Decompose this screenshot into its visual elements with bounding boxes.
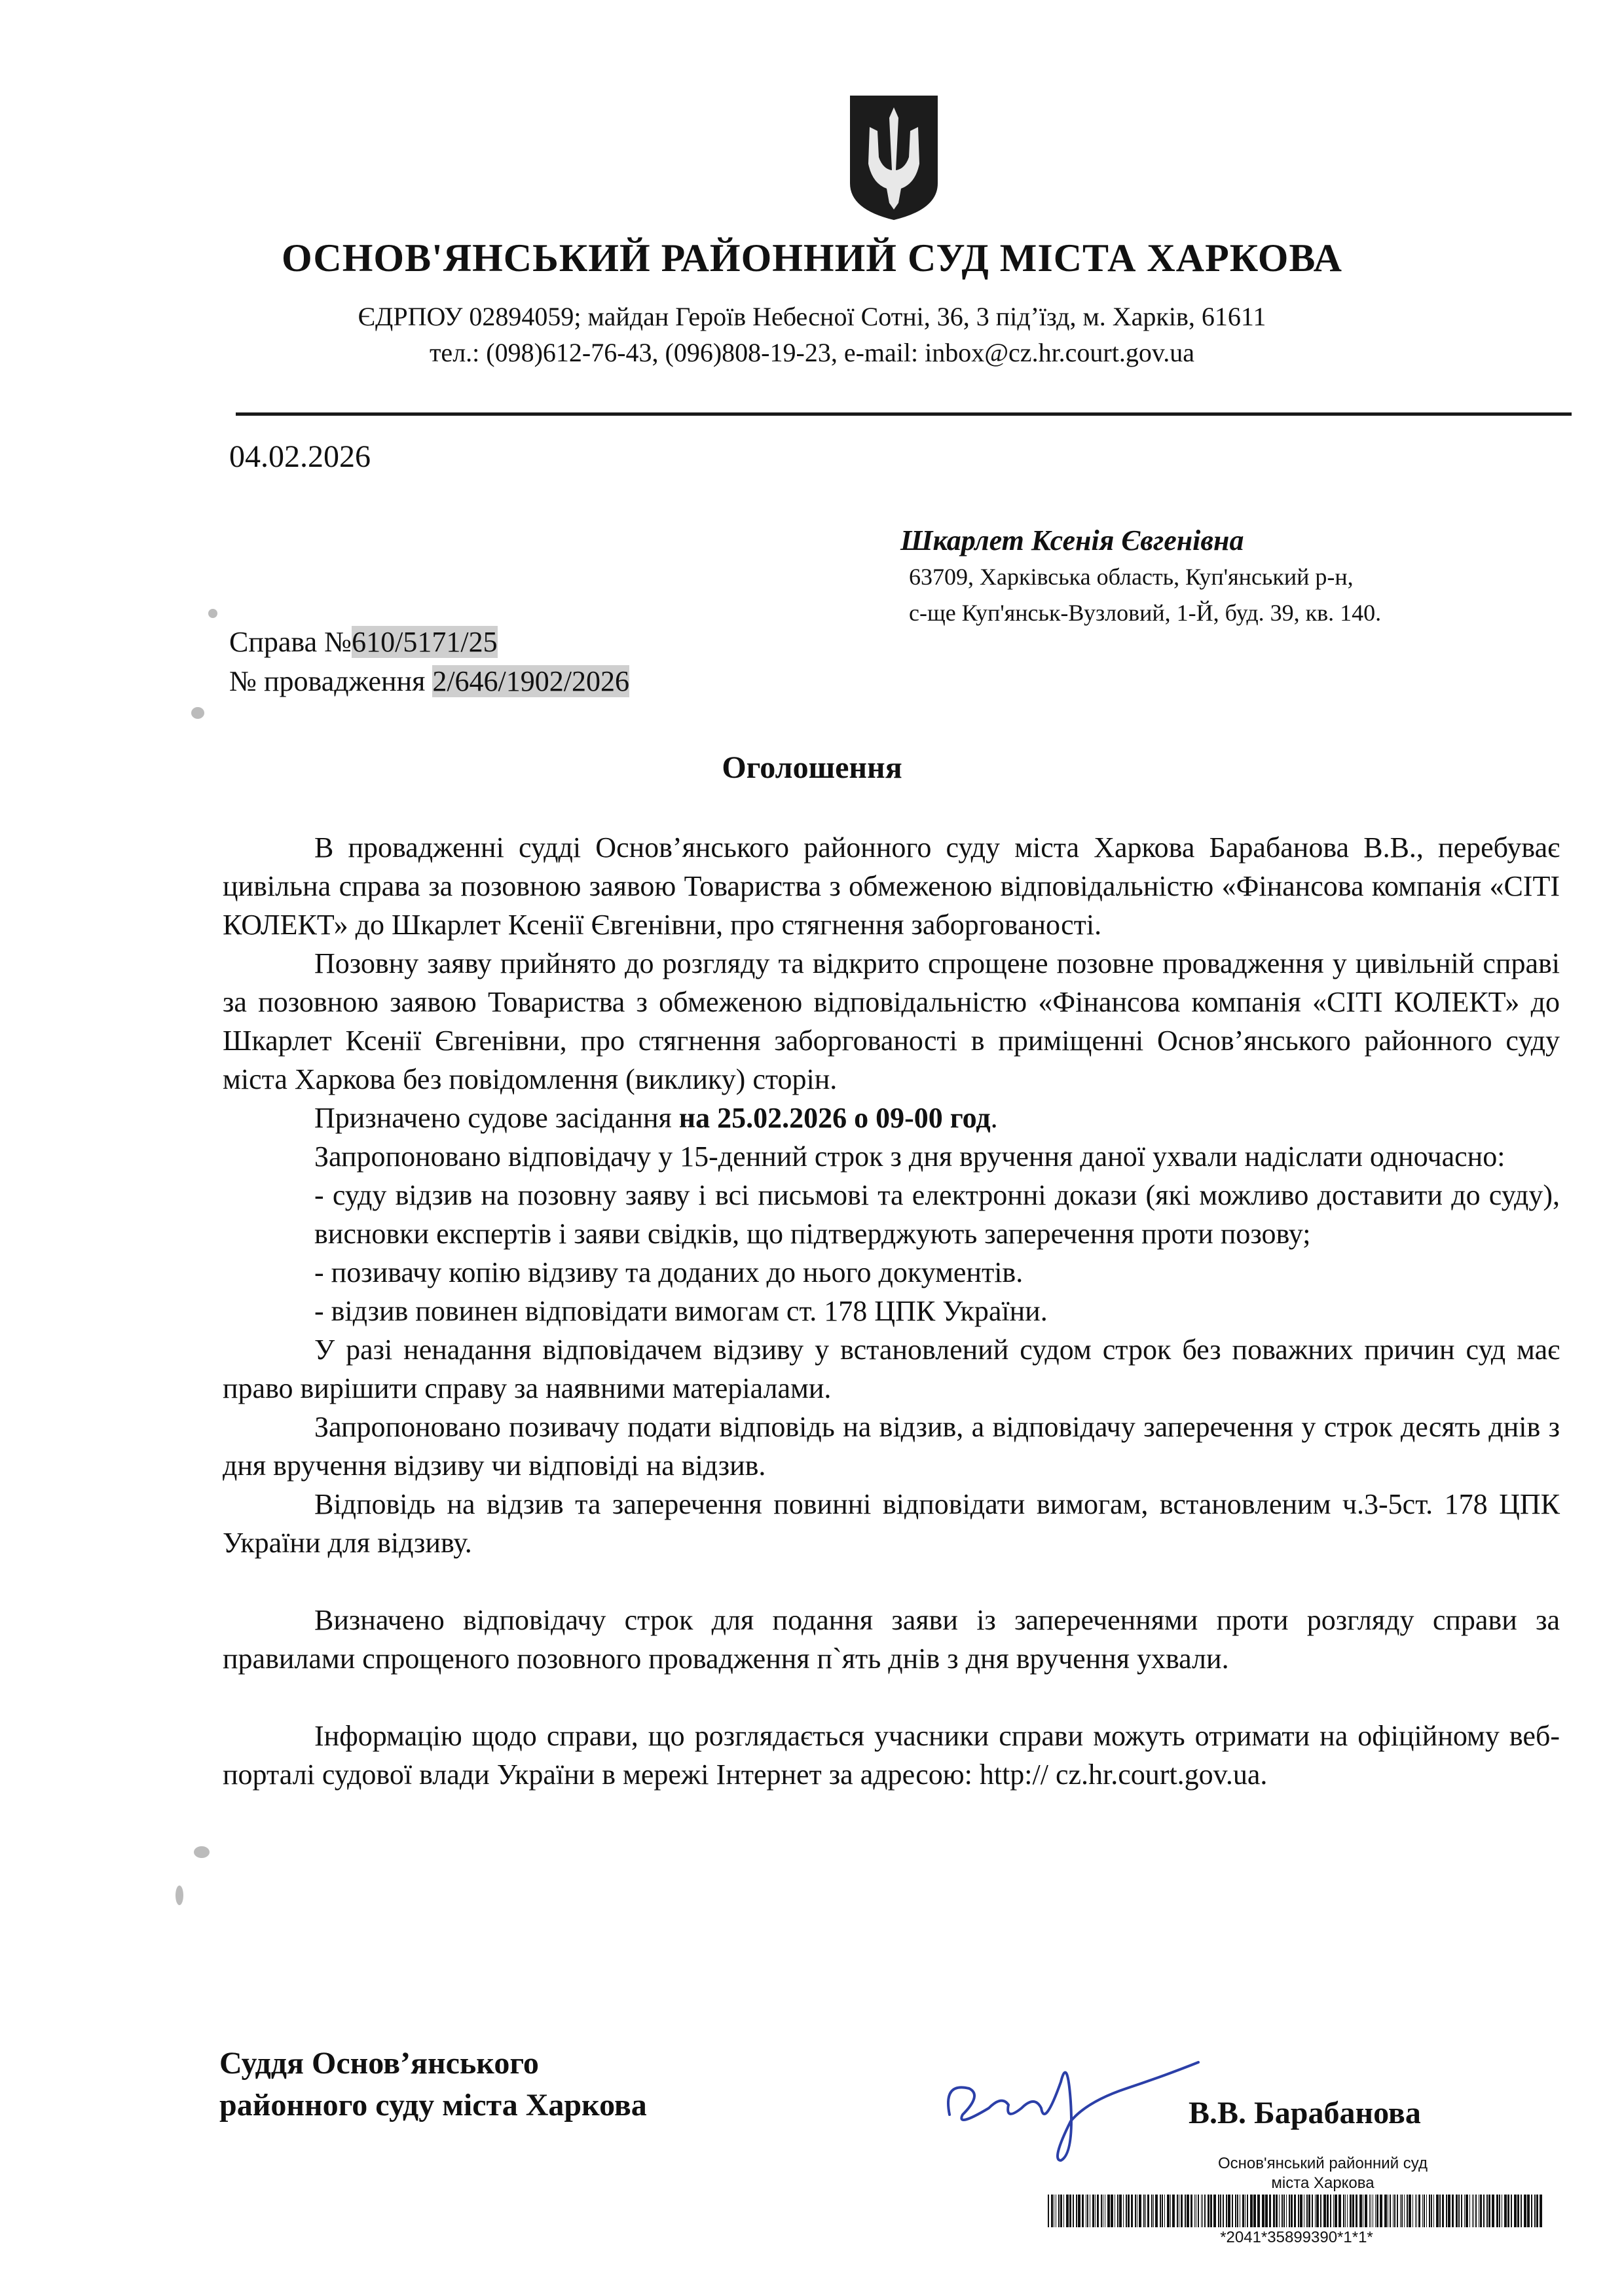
ukraine-coat-of-arms-icon [846, 92, 942, 223]
case-number: 610/5171/25 [352, 626, 498, 658]
barcode-bar [1496, 2195, 1498, 2227]
barcode-bar [1298, 2195, 1299, 2227]
barcode-bar [1333, 2195, 1334, 2227]
barcode-bar [1177, 2195, 1178, 2227]
barcode-bar [1289, 2195, 1290, 2227]
barcode-bar [1492, 2195, 1494, 2227]
spacer [223, 1678, 1560, 1717]
paragraph-7: Відповідь на відзив та заперечення повинні відповідати вимогам, встановленим ч.3-5ст. 178 ЦПК України для відзиву. [223, 1488, 1560, 1559]
barcode-bar [1101, 2195, 1102, 2227]
barcode-bar [1202, 2195, 1203, 2227]
barcode-bar [1350, 2195, 1352, 2227]
barcode-bar [1446, 2195, 1447, 2227]
barcode-bar [1316, 2195, 1319, 2227]
barcode-bar [1347, 2195, 1348, 2227]
case-label: Справа № [229, 626, 352, 658]
barcode-bar [1294, 2195, 1296, 2227]
barcode-bar [1123, 2195, 1124, 2227]
barcode-bar [1201, 2195, 1202, 2227]
barcode-bar [1436, 2195, 1439, 2227]
barcode-bar [1534, 2195, 1536, 2227]
judge-title-line1: Суддя Основ’янського [219, 2046, 539, 2081]
barcode-bar [1151, 2195, 1153, 2227]
barcode-bar [1282, 2195, 1283, 2227]
judge-title [219, 2043, 647, 2126]
barcode-bar [1536, 2195, 1538, 2227]
barcode-bar [1469, 2195, 1470, 2227]
barcode-bar [1507, 2195, 1509, 2227]
barcode-bar [1291, 2195, 1293, 2227]
barcode-bar [1194, 2195, 1195, 2227]
barcode-bar [1107, 2195, 1110, 2227]
barcode-bar [1384, 2195, 1387, 2227]
barcode-bar [1375, 2195, 1376, 2227]
barcode-bar [1300, 2195, 1302, 2227]
barcode-bar [1048, 2195, 1049, 2227]
barcode-bar [1218, 2195, 1219, 2227]
barcode-bar [1365, 2195, 1367, 2227]
scan-speck [194, 1846, 210, 1858]
barcode-code: *2041*35899390*1*1* [1220, 2229, 1373, 2246]
barcode-bar [1315, 2195, 1316, 2227]
scan-speck [208, 609, 217, 618]
barcode-bar [1210, 2195, 1212, 2227]
barcode-bar [1521, 2195, 1522, 2227]
paragraph-hearing [223, 1099, 1560, 1137]
barcode-bar [1335, 2195, 1337, 2227]
barcode-bar [1424, 2195, 1425, 2227]
barcode-bar [1407, 2195, 1408, 2227]
barcode-bar [1517, 2195, 1519, 2227]
barcode-bar [1078, 2195, 1080, 2227]
paragraph-2: Позовну заяву прийнято до розгляду та відкрито спрощене позовне провадження у цивільній справі за позовною заявою Товариства з обмеженою відповідальністю «Фінансова компанія «СІТІ КОЛЕКТ» до Шкарлет Ксенії Євгенівни, про стягнення заборгованості в приміщенні Основ’янського районного суду міста Харкова без повідомлення (виклику) сторін. [223, 947, 1560, 1095]
barcode-bar [1308, 2195, 1310, 2227]
paragraph-4: Запропоновано відповідачу у 15-денний строк з дня вручення даної ухвали надіслати одночасно: [314, 1140, 1505, 1173]
barcode-bar [1433, 2195, 1434, 2227]
addressee-address-line1: 63709, Харківська область, Куп'янський р-н, [909, 564, 1354, 590]
barcode-bar [1439, 2195, 1441, 2227]
barcode-bar [1352, 2195, 1354, 2227]
barcode-bar [1527, 2195, 1530, 2227]
barcode-bar [1276, 2195, 1278, 2227]
scan-speck [191, 707, 204, 719]
barcode-bar [1456, 2195, 1458, 2227]
barcode-bar [1257, 2195, 1260, 2227]
barcode-bar [1356, 2195, 1357, 2227]
barcode-bar [1488, 2195, 1490, 2227]
barcode-bar [1135, 2195, 1136, 2227]
barcode-bar [1330, 2195, 1331, 2227]
barcode-bar [1338, 2195, 1341, 2227]
barcode-bar [1066, 2195, 1069, 2227]
barcode-bar [1242, 2195, 1244, 2227]
barcode-bar [1172, 2195, 1175, 2227]
barcode-bar [1051, 2195, 1053, 2227]
barcode-bar [1228, 2195, 1230, 2227]
addressee-name: Шкарлет Ксенія Євгенівна [900, 524, 1244, 556]
barcode-bar [1418, 2195, 1420, 2227]
barcode-bar [1401, 2195, 1403, 2227]
barcode-bar [1235, 2195, 1236, 2227]
barcode-bar [1097, 2195, 1099, 2227]
court-contact-phone-email: тел.: (098)612-76-43, (096)808-19-23, e-mail: inbox@cz.hr.court.gov.ua [429, 338, 1195, 367]
announcement-body [223, 828, 1560, 1794]
barcode-bar [1394, 2195, 1395, 2227]
announcement-title: Оголошення [722, 750, 902, 785]
stamp-line2: міста Харкова [1271, 2174, 1375, 2192]
barcode-bar [1409, 2195, 1411, 2227]
barcode-bar [1131, 2195, 1133, 2227]
barcode-bar [1458, 2195, 1460, 2227]
judge-title-line2: районного суду міста Харкова [219, 2088, 647, 2123]
barcode-bar [1145, 2195, 1146, 2227]
barcode-bar [1155, 2195, 1158, 2227]
barcode-bar [1320, 2195, 1321, 2227]
barcode-bar [1117, 2195, 1118, 2227]
barcode-bar [1343, 2195, 1344, 2227]
barcode-bar [1369, 2195, 1370, 2227]
barcode-bar [1162, 2195, 1163, 2227]
proceeding-label: № провадження [229, 665, 433, 697]
barcode-bar [1187, 2195, 1189, 2227]
barcode-bar [1442, 2195, 1444, 2227]
barcode-bar [1380, 2195, 1382, 2227]
barcode-bar [1524, 2195, 1526, 2227]
barcode-bar [1143, 2195, 1145, 2227]
barcode [1048, 2195, 1545, 2227]
barcode-bar [1323, 2195, 1326, 2227]
barcode-bar [1514, 2195, 1517, 2227]
barcode-bar [1486, 2195, 1488, 2227]
barcode-bar [1126, 2195, 1127, 2227]
scan-speck [175, 1886, 183, 1905]
barcode-bar [1185, 2195, 1186, 2227]
header-divider [236, 412, 1572, 416]
barcode-bar [1111, 2195, 1113, 2227]
court-name: ОСНОВ'ЯНСЬКИЙ РАЙОННИЙ СУД МІСТА ХАРКОВА [282, 236, 1342, 280]
barcode-bar [1283, 2195, 1285, 2227]
hearing-suffix: . [990, 1102, 998, 1134]
hearing-date: на 25.02.2026 о 09-00 год [678, 1102, 991, 1134]
barcode-bar [1232, 2195, 1233, 2227]
barcode-bar [1092, 2195, 1094, 2227]
barcode-bar [1160, 2195, 1161, 2227]
barcode-bar [1058, 2195, 1060, 2227]
barcode-bar [1226, 2195, 1227, 2227]
addressee-address-line2: с-ще Куп'янськ-Вузловий, 1-Й, буд. 39, кв. 140. [909, 600, 1382, 626]
barcode-bar [1426, 2195, 1427, 2227]
barcode-bar [1119, 2195, 1122, 2227]
barcode-bar [1431, 2195, 1432, 2227]
barcode-bar [1063, 2195, 1064, 2227]
court-contact-address: ЄДРПОУ 02894059; майдан Героїв Небесної Сотні, 36, 3 під’їзд, м. Харків, 61611 [358, 302, 1266, 331]
barcode-bar [1464, 2195, 1465, 2227]
barcode-bar [1422, 2195, 1423, 2227]
barcode-bar [1181, 2195, 1183, 2227]
barcode-bar [1390, 2195, 1391, 2227]
barcode-bar [1128, 2195, 1130, 2227]
barcode-bar [1306, 2195, 1308, 2227]
barcode-bar [1245, 2195, 1246, 2227]
court-stamp [1172, 2154, 1473, 2193]
barcode-bar [1475, 2195, 1477, 2227]
barcode-bar [1359, 2195, 1362, 2227]
barcode-bar [1076, 2195, 1077, 2227]
judge-name: В.В. Барабанова [1189, 2096, 1421, 2130]
barcode-bar [1327, 2195, 1329, 2227]
barcode-bar [1412, 2195, 1413, 2227]
barcode-bar [1416, 2195, 1417, 2227]
barcode-bar [1247, 2195, 1248, 2227]
barcode-bar [1286, 2195, 1287, 2227]
barcode-bar [1139, 2195, 1141, 2227]
requirements-list [223, 1176, 1560, 1330]
barcode-bar [1220, 2195, 1221, 2227]
paragraph-5: У разі ненадання відповідачем відзиву у встановлений судом строк без поважних причин суд має право вирішити справу за наявними матеріалами. [223, 1334, 1560, 1404]
barcode-bar [1279, 2195, 1280, 2227]
list-item: - позивачу копію відзиву та доданих до нього документів. [314, 1256, 1024, 1288]
barcode-bar [1466, 2195, 1468, 2227]
barcode-bar [1223, 2195, 1224, 2227]
proceeding-number-line [229, 665, 629, 698]
barcode-bar [1060, 2195, 1062, 2227]
paragraph-8: Визначено відповідачу строк для подання заяви із запереченнями проти розгляду справи за правилами спрощеного позовного провадження п`ять днів з дня вручення ухвали. [223, 1604, 1560, 1675]
barcode-bar [1190, 2195, 1192, 2227]
paragraph-6: Запропоновано позивачу подати відповідь на відзив, а відповідачу заперечення у строк десять днів з дня вручення відзиву чи відповіді на відзив. [223, 1411, 1560, 1482]
barcode-bar [1511, 2195, 1512, 2227]
barcode-bar [1376, 2195, 1378, 2227]
barcode-bar [1204, 2195, 1206, 2227]
barcode-bar [1531, 2195, 1532, 2227]
barcode-bar [1087, 2195, 1088, 2227]
barcode-bar [1483, 2195, 1485, 2227]
proceeding-number: 2/646/1902/2026 [432, 665, 630, 697]
barcode-bar [1147, 2195, 1149, 2227]
list-item: - суду відзив на позовну заяву і всі письмові та електронні докази (які можливо доставити до суду), висновки експертів і заяви свідків, що підтверджують заперечення проти позову; [314, 1179, 1560, 1250]
barcode-bar [1400, 2195, 1401, 2227]
barcode-bar [1345, 2195, 1346, 2227]
barcode-bar [1404, 2195, 1405, 2227]
barcode-bar [1499, 2195, 1500, 2227]
barcode-bar [1269, 2195, 1271, 2227]
barcode-bar [1473, 2195, 1474, 2227]
case-number-line [229, 625, 498, 659]
paragraph-9: Інформацію щодо справи, що розглядається учасники справи можуть отримати на офіційному веб-порталі судової влади України в мережі Інтернет за адресою: http:// cz.hr.court.gov.ua. [223, 1720, 1560, 1791]
barcode-bar [1213, 2195, 1216, 2227]
barcode-bar [1312, 2195, 1313, 2227]
barcode-bar [1095, 2195, 1096, 2227]
barcode-bar [1237, 2195, 1238, 2227]
barcode-bar [1273, 2195, 1275, 2227]
barcode-bar [1452, 2195, 1454, 2227]
barcode-bar [1472, 2195, 1473, 2227]
barcode-bar [1208, 2195, 1209, 2227]
barcode-bar [1250, 2195, 1253, 2227]
barcode-bar [1429, 2195, 1430, 2227]
barcode-bar [1164, 2195, 1165, 2227]
spacer [223, 1562, 1560, 1601]
barcode-bar [1170, 2195, 1171, 2227]
barcode-bar [1069, 2195, 1071, 2227]
document-date: 04.02.2026 [229, 439, 371, 474]
stamp-line1: Основ'янський районний суд [1218, 2155, 1428, 2172]
barcode-bar [1262, 2195, 1264, 2227]
barcode-bar [1480, 2195, 1482, 2227]
paragraph-1: В провадженні судді Основ’янського районного суду міста Харкова Барабанова В.В., перебуває цивільна справа за позовною заявою Товариства з обмеженою відповідальністю «Фінансова компанія «СІТІ КОЛЕКТ» до Шкарлет Ксенії Євгенівни, про стягнення заборгованості. [223, 831, 1560, 941]
barcode-bar [1253, 2195, 1256, 2227]
barcode-bar [1415, 2195, 1416, 2227]
barcode-bar [1082, 2195, 1084, 2227]
handwritten-signature [930, 2043, 1205, 2167]
list-item: - відзив повинен відповідати вимогам ст. 178 ЦПК України. [314, 1295, 1048, 1327]
barcode-bar [1167, 2195, 1170, 2227]
barcode-bar [1397, 2195, 1398, 2227]
barcode-bar [1265, 2195, 1268, 2227]
barcode-bar [1504, 2195, 1507, 2227]
barcode-bar [1540, 2195, 1542, 2227]
barcode-bar [1198, 2195, 1199, 2227]
hearing-prefix: Призначено судове засідання [314, 1102, 679, 1134]
barcode-bar [1153, 2195, 1154, 2227]
barcode-bar [1448, 2195, 1450, 2227]
barcode-bar [1073, 2195, 1074, 2227]
barcode-bar [1461, 2195, 1462, 2227]
